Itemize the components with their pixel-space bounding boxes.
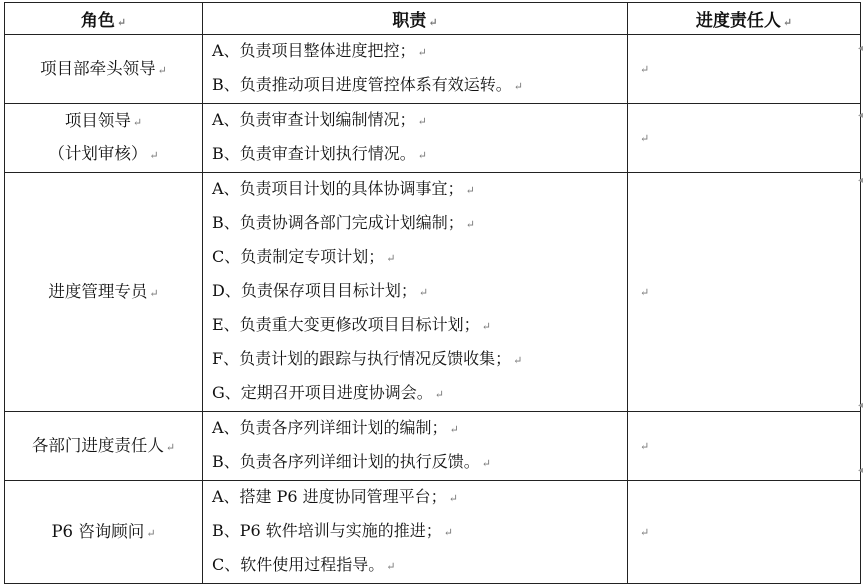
role-cell bbox=[5, 104, 203, 173]
edge-marker: ◂ bbox=[858, 175, 864, 186]
role-text: 项目领导 ↵ bbox=[64, 111, 143, 130]
duty-item: C、软件使用过程指导。 ↵ bbox=[212, 555, 396, 574]
duties-cell bbox=[203, 412, 628, 481]
role-cell bbox=[5, 173, 203, 412]
duty-item: E、负责重大变更修改项目目标计划； ↵ bbox=[212, 315, 491, 334]
owner-cell: ↵ bbox=[628, 104, 861, 173]
duty-item: B、负责推动项目进度管控体系有效运转。 ↵ bbox=[212, 75, 523, 94]
duties-cell bbox=[203, 104, 628, 173]
edge-marker: ◂ bbox=[858, 400, 864, 411]
table-row bbox=[5, 173, 861, 412]
duty-item: B、负责协调各部门完成计划编制； ↵ bbox=[212, 213, 475, 232]
duties-cell bbox=[203, 173, 628, 412]
duty-item: B、负责审查计划执行情况。 ↵ bbox=[212, 144, 427, 163]
header-duties: 职责 ↵ bbox=[203, 3, 628, 35]
duty-item: A、负责项目计划的具体协调事宜； ↵ bbox=[212, 179, 475, 198]
duty-item: A、负责审查计划编制情况； ↵ bbox=[212, 110, 427, 129]
table-row bbox=[5, 104, 861, 173]
owner-cell: ↵ bbox=[628, 481, 861, 584]
duty-item: A、负责项目整体进度把控； ↵ bbox=[212, 41, 427, 60]
role-text: （计划审核） ↵ bbox=[48, 144, 159, 163]
table-row bbox=[5, 412, 861, 481]
duty-item: B、P6 软件培训与实施的推进； ↵ bbox=[212, 521, 454, 540]
role-text: P6 咨询顾问 ↵ bbox=[51, 521, 156, 541]
owner-cell: ↵ bbox=[628, 35, 861, 104]
duty-item: A、搭建 P6 进度协同管理平台； ↵ bbox=[212, 487, 458, 506]
duties-cell bbox=[203, 35, 628, 104]
duty-item: B、负责各序列详细计划的执行反馈。 ↵ bbox=[212, 452, 491, 471]
role-text: 各部门进度责任人 ↵ bbox=[31, 435, 176, 455]
table-row bbox=[5, 35, 861, 104]
role-text: 进度管理专员 ↵ bbox=[48, 281, 159, 301]
header-owner: 进度责任人 ↵ bbox=[628, 3, 861, 35]
header-row bbox=[5, 3, 861, 35]
duty-item: D、负责保存项目目标计划； ↵ bbox=[212, 281, 429, 300]
owner-cell: ↵ bbox=[628, 173, 861, 412]
edge-marker: ◂ bbox=[858, 110, 864, 121]
header-role: 角色 ↵ bbox=[5, 3, 203, 35]
owner-cell: ↵ bbox=[628, 412, 861, 481]
duty-item: F、负责计划的跟踪与执行情况反馈收集； ↵ bbox=[212, 349, 523, 368]
edge-marker: ◂ bbox=[858, 465, 864, 476]
table-row bbox=[5, 481, 861, 584]
duty-item: G、定期召开项目进度协调会。 ↵ bbox=[212, 383, 445, 402]
role-cell bbox=[5, 481, 203, 584]
duty-item: A、负责各序列详细计划的编制； ↵ bbox=[212, 418, 459, 437]
duties-cell bbox=[203, 481, 628, 584]
role-cell bbox=[5, 35, 203, 104]
edge-marker: ◂ bbox=[858, 43, 864, 54]
role-text: 项目部牵头领导 ↵ bbox=[40, 58, 167, 78]
responsibility-table bbox=[4, 2, 864, 584]
duty-item: C、负责制定专项计划； ↵ bbox=[212, 247, 396, 266]
role-cell bbox=[5, 412, 203, 481]
